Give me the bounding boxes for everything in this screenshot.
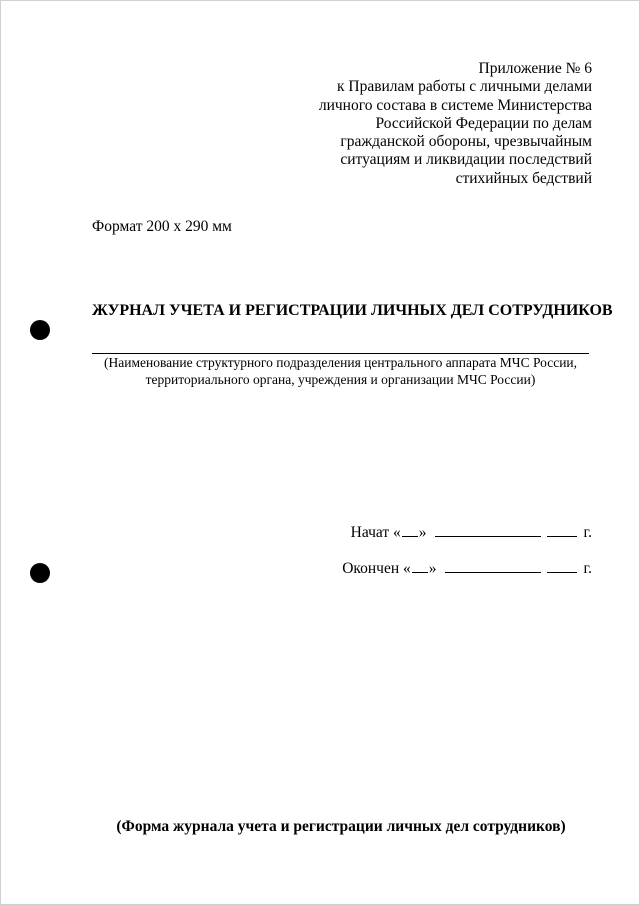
punch-hole-top [30, 320, 50, 340]
appendix-line: к Правилам работы с личными делами [336, 78, 592, 96]
appendix-header [272, 60, 592, 188]
finished-day-blank [412, 558, 428, 573]
started-year-suffix: г. [583, 524, 592, 541]
appendix-line: стихийных бедствий [455, 169, 592, 187]
appendix-line: ситуациям и ликвидации последствий [340, 151, 592, 169]
started-label: Начат « [350, 524, 401, 541]
finished-label: Окончен « [342, 560, 411, 577]
journal-title: ЖУРНАЛ УЧЕТА И РЕГИСТРАЦИИ ЛИЧНЫХ ДЕЛ СОТРУДНИКОВ [92, 302, 613, 319]
finished-date-row [342, 558, 592, 578]
started-date-row [351, 522, 592, 542]
appendix-number: Приложение № 6 [478, 60, 592, 77]
caption-line-2: территориального органа, учреждения и организации МЧС России) [145, 371, 536, 387]
format-text: Формат 200 х 290 мм [92, 218, 232, 235]
started-year-blank [547, 522, 577, 537]
form-caption: (Форма журнала учета и регистрации личных дел сотрудников) [116, 818, 566, 835]
finished-close-quote: » [428, 560, 437, 577]
punch-hole-bottom [30, 563, 50, 583]
started-close-quote: » [418, 524, 427, 541]
appendix-line: личного состава в системе Министерства [318, 96, 592, 114]
finished-month-blank [445, 558, 541, 573]
appendix-line: Российской Федерации по делам [375, 114, 592, 132]
caption-line-1: (Наименование структурного подразделения центрального аппарата МЧС России, [103, 355, 578, 370]
started-month-blank [435, 522, 541, 537]
finished-year-suffix: г. [583, 560, 592, 577]
department-name-caption [92, 355, 589, 388]
started-day-blank [402, 522, 418, 537]
department-name-line [92, 353, 589, 354]
appendix-line: гражданской обороны, чрезвычайным [340, 133, 592, 151]
finished-year-blank [547, 558, 577, 573]
